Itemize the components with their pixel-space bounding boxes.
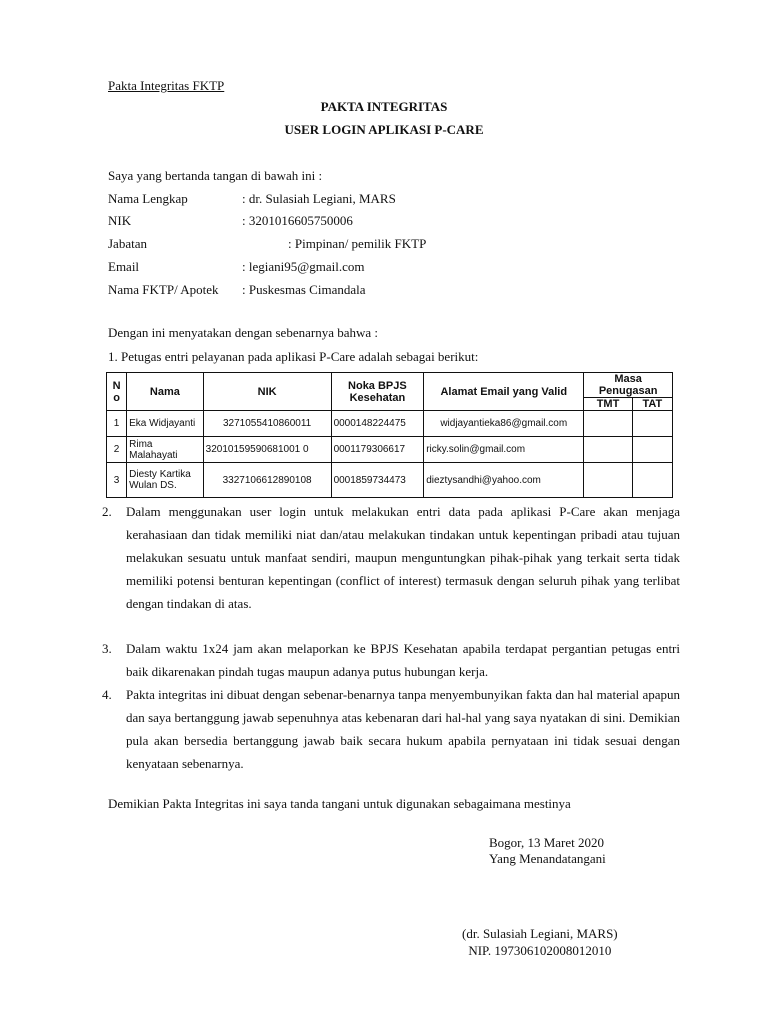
cell-tat: [632, 463, 672, 498]
header-masa-penugasan: Masa Penugasan: [584, 373, 673, 398]
cell-nama: Rima Malahayati: [127, 437, 204, 463]
field-value: : Puskesmas Cimandala: [242, 282, 366, 297]
place-date: Bogor, 13 Maret 2020: [489, 835, 605, 850]
list-item-3: [102, 637, 680, 683]
cell-noka: 0001859734473: [331, 463, 424, 498]
field-label: Email: [108, 259, 140, 274]
list-number: 4.: [102, 687, 112, 702]
cell-email: dieztysandhi@yahoo.com: [424, 463, 584, 498]
list-number: 3.: [102, 641, 112, 656]
field-value: : dr. Sulasiah Legiani, MARS: [242, 191, 396, 206]
document-header: Pakta Integritas FKTP: [108, 78, 225, 93]
cell-tat: [632, 411, 672, 437]
field-label: Nama FKTP/ Apotek: [108, 282, 219, 297]
table-header-row: [107, 373, 673, 398]
closing-text: Demikian Pakta Integritas ini saya tanda tangani untuk digunakan sebagaimana mestinya: [108, 796, 571, 811]
cell-no: 2: [107, 437, 127, 463]
header-nama: Nama: [127, 373, 204, 411]
header-email: Alamat Email yang Valid: [424, 373, 584, 411]
field-nik: [108, 213, 708, 233]
table-row: [107, 437, 673, 463]
document-title: PAKTA INTEGRITAS: [320, 99, 448, 114]
field-label: NIK: [108, 213, 132, 228]
cell-no: 1: [107, 411, 127, 437]
list-text: Dalam waktu 1x24 jam akan melaporkan ke BPJS Kesehatan apabila terdapat pergantian petugas entri baik dikarenakan pindah tugas maupun adanya putus hubungan kerja.: [126, 641, 680, 679]
signer-role: Yang Menandatangani: [489, 851, 606, 866]
cell-nama: Eka Widjayanti: [127, 411, 204, 437]
list-item-2: [102, 500, 680, 615]
intro-text: Saya yang bertanda tangan di bawah ini :: [108, 168, 323, 183]
field-email: [108, 259, 708, 279]
table-row: [107, 463, 673, 498]
cell-tmt: [584, 437, 632, 463]
statement-text: Dengan ini menyatakan dengan sebenarnya bahwa :: [108, 325, 379, 340]
cell-nik: 3327106612890108: [203, 463, 331, 498]
field-jabatan: [108, 236, 708, 256]
cell-noka: 0000148224475: [331, 411, 424, 437]
email-link[interactable]: ricky.solin@gmail.com: [426, 444, 526, 455]
document-subtitle: USER LOGIN APLIKASI P-CARE: [284, 122, 484, 137]
header-no: N o: [107, 373, 127, 411]
header-nik: NIK: [203, 373, 331, 411]
field-nama-fktp: [108, 282, 708, 302]
cell-tmt: [584, 411, 632, 437]
cell-no: 3: [107, 463, 127, 498]
cell-nama: Diesty Kartika Wulan DS.: [127, 463, 204, 498]
cell-email[interactable]: [424, 437, 584, 463]
list-number: 2.: [102, 504, 112, 519]
cell-tmt: [584, 463, 632, 498]
list-text: Dalam menggunakan user login untuk melakukan entri data pada aplikasi P-Care akan menjaga kerahasiaan dan tidak memiliki niat dan/atau melakukan tindakan untuk kepentingan pribadi atau tujuan melakukan sesuatu untuk manfaat sendiri, maupun menguntungkan pihak-pihak yang terkait serta tidak memiliki potensi benturan kepentingan (conflict of interest) termasuk dengan seluruh pihak yang terlibat dengan tindakan di atas.: [126, 504, 680, 611]
petugas-table: [106, 372, 673, 498]
signature-block: [462, 925, 618, 959]
field-label: Nama Lengkap: [108, 191, 188, 206]
cell-email: widjayantieka86@gmail.com: [424, 411, 584, 437]
list-item-1: 1. Petugas entri pelayanan pada aplikasi P-Care adalah sebagai berikut:: [108, 349, 479, 364]
field-nama-lengkap: [108, 191, 708, 211]
field-value: : Pimpinan/ pemilik FKTP: [288, 236, 427, 251]
cell-nik: 3271055410860011: [203, 411, 331, 437]
list-text: Pakta integritas ini dibuat dengan sebenar-benarnya tanpa menyembunyikan fakta dan hal material apapun dan saya bertanggung jawab sepenuhnya atas kebenaran dari hal-hal yang saya nyatakan di sini. Demikian pula akan bersedia bertanggung jawab baik secara hukum apabila pernyataan ini tidak sesuai dengan kenyataan sebenarnya.: [126, 687, 680, 771]
cell-noka: 0001179306617: [331, 437, 424, 463]
header-tat: TAT: [632, 398, 672, 411]
cell-tat: [632, 437, 672, 463]
list-item-4: [102, 683, 680, 775]
field-label: Jabatan: [108, 236, 147, 251]
signer-name: (dr. Sulasiah Legiani, MARS): [462, 926, 618, 941]
field-value: : legiani95@gmail.com: [242, 259, 365, 274]
signer-nip: NIP. 197306102008012010: [468, 943, 612, 958]
header-noka: Noka BPJS Kesehatan: [331, 373, 424, 411]
table-row: [107, 411, 673, 437]
header-tmt: TMT: [584, 398, 632, 411]
cell-nik: 32010159590681001 0: [203, 437, 331, 463]
field-value: : 3201016605750006: [242, 213, 353, 228]
